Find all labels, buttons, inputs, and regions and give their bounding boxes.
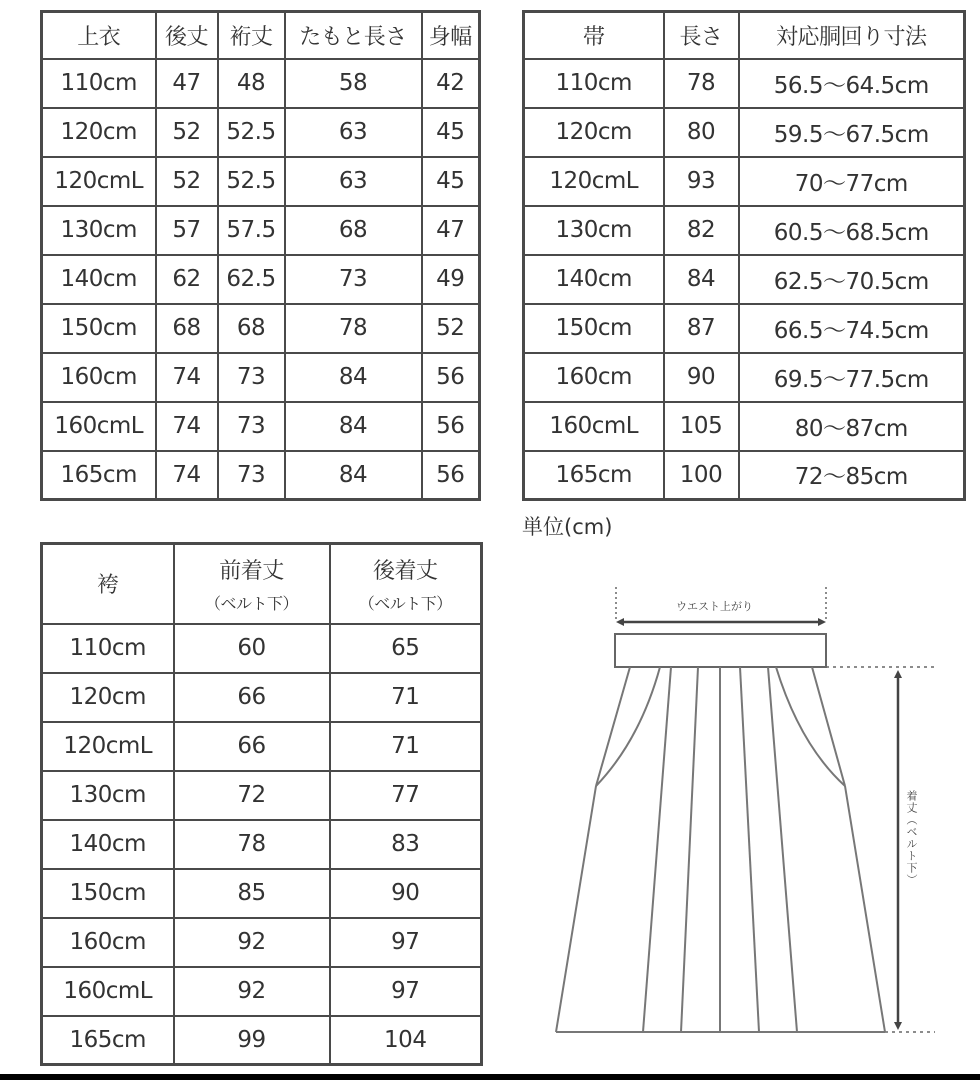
header-cell: 身幅 <box>422 12 480 59</box>
size-cell: 130cm <box>42 206 156 255</box>
value-cell: 68 <box>218 304 285 353</box>
table-row <box>42 304 480 353</box>
table-row <box>42 820 482 869</box>
value-cell: 42 <box>422 59 480 108</box>
value-cell: 68 <box>156 304 218 353</box>
size-cell: 120cm <box>42 673 174 722</box>
table-row <box>524 206 965 255</box>
value-cell: 90 <box>664 353 739 402</box>
value-cell: 52 <box>156 108 218 157</box>
value-cell: 80～87cm <box>739 402 965 451</box>
value-cell: 45 <box>422 108 480 157</box>
size-cell: 120cmL <box>524 157 664 206</box>
size-cell: 160cm <box>524 353 664 402</box>
value-cell: 45 <box>422 157 480 206</box>
value-cell: 70～77cm <box>739 157 965 206</box>
value-cell: 71 <box>330 722 482 771</box>
value-cell: 99 <box>174 1016 330 1065</box>
header-cell: たもと長さ <box>285 12 422 59</box>
size-cell: 140cm <box>524 255 664 304</box>
table-row <box>42 353 480 402</box>
value-cell: 74 <box>156 353 218 402</box>
size-cell: 165cm <box>42 451 156 500</box>
value-cell: 57 <box>156 206 218 255</box>
size-cell: 120cm <box>42 108 156 157</box>
value-cell: 74 <box>156 451 218 500</box>
table-row <box>42 673 482 722</box>
table-row <box>42 157 480 206</box>
value-cell: 59.5～67.5cm <box>739 108 965 157</box>
table-row <box>42 451 480 500</box>
value-cell: 62.5～70.5cm <box>739 255 965 304</box>
size-cell: 160cmL <box>524 402 664 451</box>
value-cell: 52 <box>422 304 480 353</box>
jacket-size-table <box>40 10 481 501</box>
value-cell: 68 <box>285 206 422 255</box>
table-row <box>42 108 480 157</box>
value-cell: 47 <box>422 206 480 255</box>
header-cell: 対応胴回り寸法 <box>739 12 965 59</box>
value-cell: 56 <box>422 402 480 451</box>
unit-note: 単位(cm) <box>522 515 613 539</box>
size-cell: 165cm <box>524 451 664 500</box>
value-cell: 78 <box>285 304 422 353</box>
value-cell: 73 <box>218 451 285 500</box>
size-cell: 120cmL <box>42 157 156 206</box>
value-cell: 71 <box>330 673 482 722</box>
header-cell: 袴 <box>42 544 174 624</box>
header-cell: 後着丈 （ベルト下） <box>330 544 482 624</box>
value-cell: 48 <box>218 59 285 108</box>
size-cell: 150cm <box>524 304 664 353</box>
value-cell: 84 <box>285 451 422 500</box>
table-row <box>524 59 965 108</box>
header-cell: 裄丈 <box>218 12 285 59</box>
value-cell: 90 <box>330 869 482 918</box>
size-cell: 130cm <box>524 206 664 255</box>
size-cell: 110cm <box>524 59 664 108</box>
value-cell: 72～85cm <box>739 451 965 500</box>
value-cell: 77 <box>330 771 482 820</box>
bottom-border <box>0 1074 980 1080</box>
hakama-size-table <box>40 542 483 1066</box>
size-cell: 130cm <box>42 771 174 820</box>
size-cell: 150cm <box>42 304 156 353</box>
value-cell: 74 <box>156 402 218 451</box>
size-cell: 160cm <box>42 918 174 967</box>
table-row <box>42 59 480 108</box>
value-cell: 52.5 <box>218 108 285 157</box>
size-cell: 110cm <box>42 624 174 673</box>
table-row <box>524 451 965 500</box>
value-cell: 49 <box>422 255 480 304</box>
size-cell: 120cm <box>524 108 664 157</box>
header-cell: 後丈 <box>156 12 218 59</box>
value-cell: 78 <box>664 59 739 108</box>
header-cell: 帯 <box>524 12 664 59</box>
value-cell: 65 <box>330 624 482 673</box>
table-row <box>42 206 480 255</box>
value-cell: 72 <box>174 771 330 820</box>
table-row <box>524 255 965 304</box>
value-cell: 104 <box>330 1016 482 1065</box>
value-cell: 73 <box>218 402 285 451</box>
value-cell: 105 <box>664 402 739 451</box>
waist-label: ウエスト上がり <box>676 600 753 613</box>
size-cell: 150cm <box>42 869 174 918</box>
table-row <box>524 304 965 353</box>
value-cell: 92 <box>174 967 330 1016</box>
size-cell: 160cmL <box>42 967 174 1016</box>
size-cell: 110cm <box>42 59 156 108</box>
size-cell: 160cmL <box>42 402 156 451</box>
value-cell: 85 <box>174 869 330 918</box>
value-cell: 66.5～74.5cm <box>739 304 965 353</box>
value-cell: 83 <box>330 820 482 869</box>
value-cell: 66 <box>174 673 330 722</box>
table-row <box>524 402 965 451</box>
header-cell: 上衣 <box>42 12 156 59</box>
table-row <box>524 353 965 402</box>
length-label: 着丈（ベルト下） <box>905 790 918 886</box>
value-cell: 84 <box>664 255 739 304</box>
table-row <box>42 402 480 451</box>
value-cell: 63 <box>285 157 422 206</box>
value-cell: 62.5 <box>218 255 285 304</box>
table-row <box>42 624 482 673</box>
value-cell: 87 <box>664 304 739 353</box>
value-cell: 57.5 <box>218 206 285 255</box>
value-cell: 97 <box>330 918 482 967</box>
table-row <box>42 255 480 304</box>
value-cell: 100 <box>664 451 739 500</box>
value-cell: 84 <box>285 353 422 402</box>
size-cell: 165cm <box>42 1016 174 1065</box>
value-cell: 63 <box>285 108 422 157</box>
obi-size-table <box>522 10 966 501</box>
value-cell: 97 <box>330 967 482 1016</box>
value-cell: 80 <box>664 108 739 157</box>
size-cell: 120cmL <box>42 722 174 771</box>
table-row <box>42 771 482 820</box>
value-cell: 93 <box>664 157 739 206</box>
table-row <box>42 722 482 771</box>
size-cell: 140cm <box>42 820 174 869</box>
header-cell: 前着丈 （ベルト下） <box>174 544 330 624</box>
table-header-row <box>42 12 480 59</box>
hakama-diagram <box>540 570 960 1050</box>
value-cell: 58 <box>285 59 422 108</box>
value-cell: 56.5～64.5cm <box>739 59 965 108</box>
header-cell: 長さ <box>664 12 739 59</box>
table-row <box>524 108 965 157</box>
table-row <box>42 869 482 918</box>
size-cell: 140cm <box>42 255 156 304</box>
value-cell: 82 <box>664 206 739 255</box>
table-header-row <box>42 544 482 624</box>
size-cell: 160cm <box>42 353 156 402</box>
value-cell: 84 <box>285 402 422 451</box>
value-cell: 60.5～68.5cm <box>739 206 965 255</box>
value-cell: 69.5～77.5cm <box>739 353 965 402</box>
value-cell: 56 <box>422 353 480 402</box>
value-cell: 60 <box>174 624 330 673</box>
table-row <box>42 967 482 1016</box>
value-cell: 47 <box>156 59 218 108</box>
value-cell: 66 <box>174 722 330 771</box>
value-cell: 92 <box>174 918 330 967</box>
table-row <box>524 157 965 206</box>
value-cell: 73 <box>285 255 422 304</box>
value-cell: 52.5 <box>218 157 285 206</box>
value-cell: 62 <box>156 255 218 304</box>
value-cell: 78 <box>174 820 330 869</box>
table-row <box>42 1016 482 1065</box>
value-cell: 73 <box>218 353 285 402</box>
value-cell: 56 <box>422 451 480 500</box>
table-row <box>42 918 482 967</box>
value-cell: 52 <box>156 157 218 206</box>
table-header-row <box>524 12 965 59</box>
